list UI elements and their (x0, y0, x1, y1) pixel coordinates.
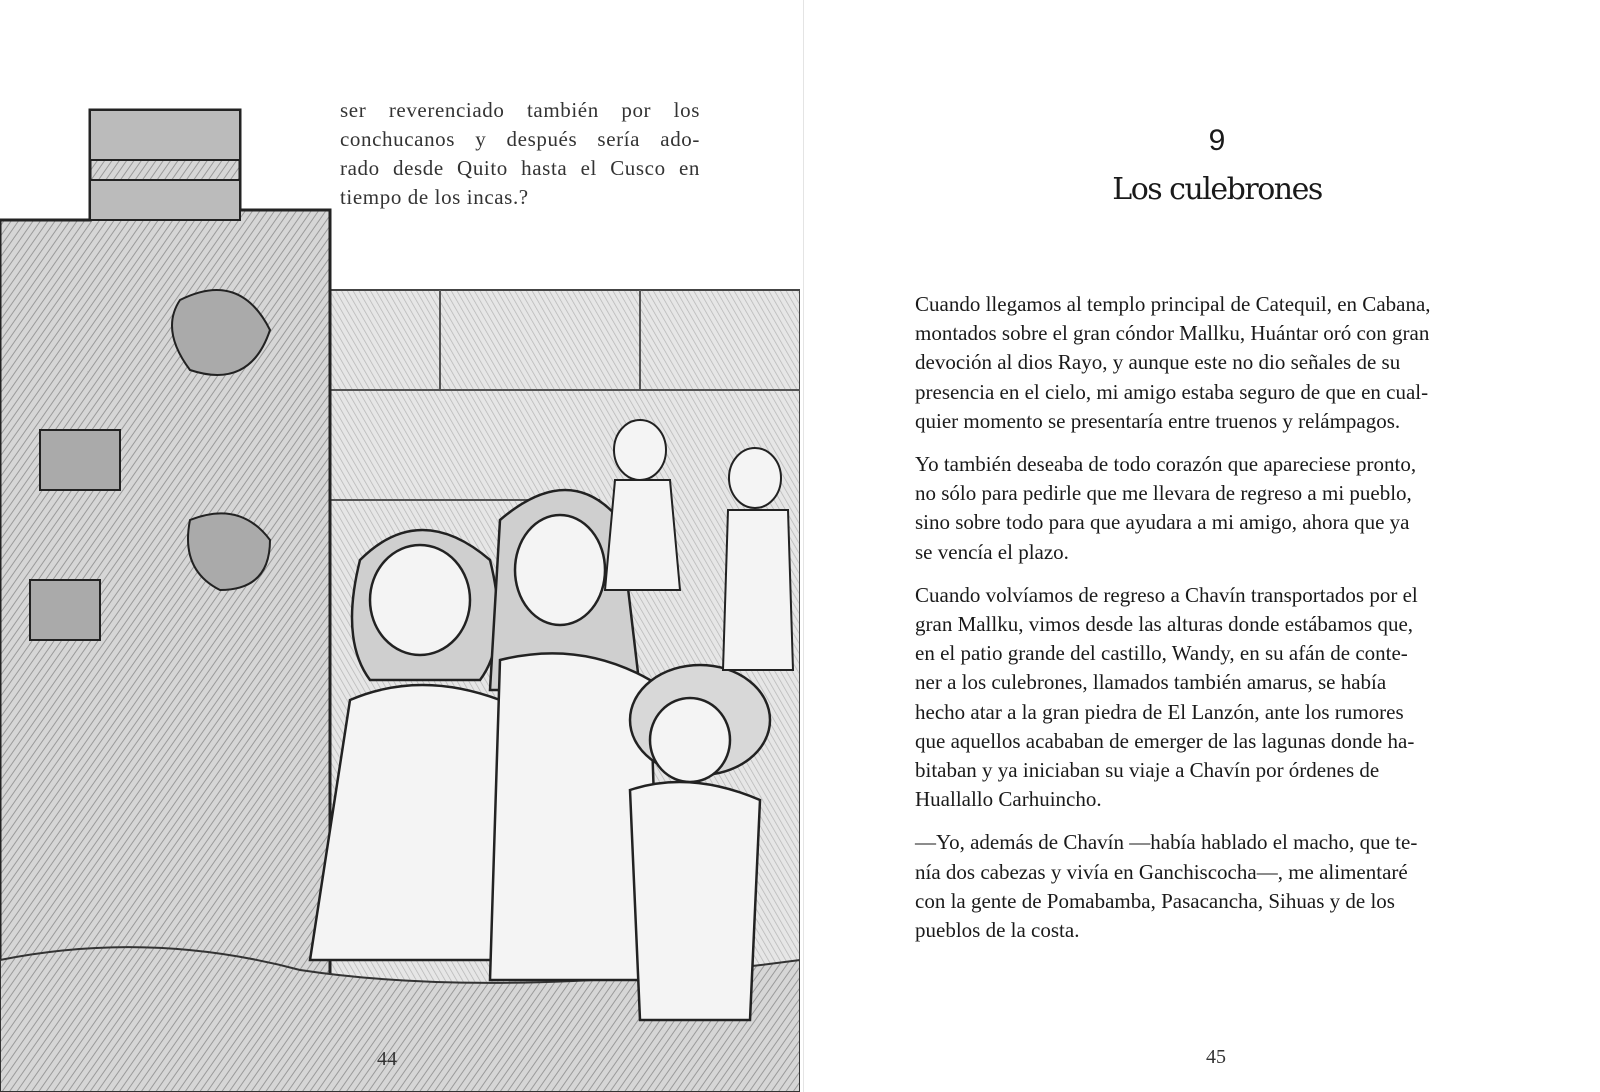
carved-stone-pillar (0, 110, 330, 980)
text-line: Cuando llegamos al templo principal de Catequil, en Cabana, (915, 292, 1431, 316)
paragraph (915, 828, 1418, 945)
paragraph (915, 290, 1431, 436)
paragraph (915, 450, 1417, 567)
right-page-body (915, 290, 1431, 959)
text-line: conchucanos y después sería ado- (340, 127, 700, 151)
text-line: ser reverenciado también por los (340, 98, 700, 122)
text-line: que aquellos acababan de emerger de las lagunas donde ha- (915, 728, 1415, 753)
text-line: en el patio grande del castillo, Wandy, en su afán de conte- (915, 641, 1408, 666)
left-page-text (340, 96, 700, 212)
text-line: no sólo para pedirle que me llevara de regreso a mi pueblo, (915, 481, 1412, 506)
figure-child-hat (630, 665, 770, 1020)
paragraph (915, 581, 1418, 815)
text-line: pueblos de la costa. (915, 918, 1080, 943)
text-line: devoción al dios Rayo, y aunque este no dio señales de su (915, 350, 1401, 375)
text-line: montados sobre el gran cóndor Mallku, Huántar oró con gran (915, 321, 1430, 346)
page-number-right: 45 (1206, 1046, 1226, 1068)
chapter-title: Los culebrones (1112, 172, 1322, 207)
text-line: se vencía el plazo. (915, 539, 1069, 564)
text-line: bitaban y ya iniciaban su viaje a Chavín por órdenes de (915, 758, 1380, 783)
text-line: ner a los culebrones, llamados también amarus, se había (915, 670, 1387, 695)
illustration-temple-figures (0, 100, 800, 1092)
text-line: gran Mallku, vimos desde las alturas donde estábamos que, (915, 612, 1414, 637)
text-line: hecho atar a la gran piedra de El Lanzón, ante los rumores (915, 699, 1404, 724)
text-line: Huallallo Carhuincho. (915, 787, 1102, 812)
text-line: presencia en el cielo, mi amigo estaba seguro de que en cual- (915, 379, 1429, 404)
text-line: —Yo, además de Chavín —había hablado el macho, que te- (915, 830, 1418, 855)
text-line: quier momento se presentaría entre truenos y relámpagos. (915, 408, 1401, 433)
text-line: nía dos cabezas y vivía en Ganchiscocha—, me alimentaré (915, 859, 1408, 884)
text-line: Yo también deseaba de todo corazón que apareciese pronto, (915, 452, 1417, 477)
chapter-number: 9 (1208, 124, 1226, 157)
text-line: Cuando volvíamos de regreso a Chavín transportados por el (915, 582, 1418, 607)
text-line: sino sobre todo para que ayudara a mi amigo, ahora que ya (915, 510, 1410, 535)
page-number-left: 44 (377, 1048, 397, 1070)
book-gutter (803, 0, 804, 1092)
text-line: rado desde Quito hasta el Cusco en (340, 156, 700, 180)
text-line: tiempo de los incas.? (340, 185, 529, 209)
text-line: con la gente de Pomabamba, Pasacancha, Sihuas y de los (915, 888, 1395, 913)
